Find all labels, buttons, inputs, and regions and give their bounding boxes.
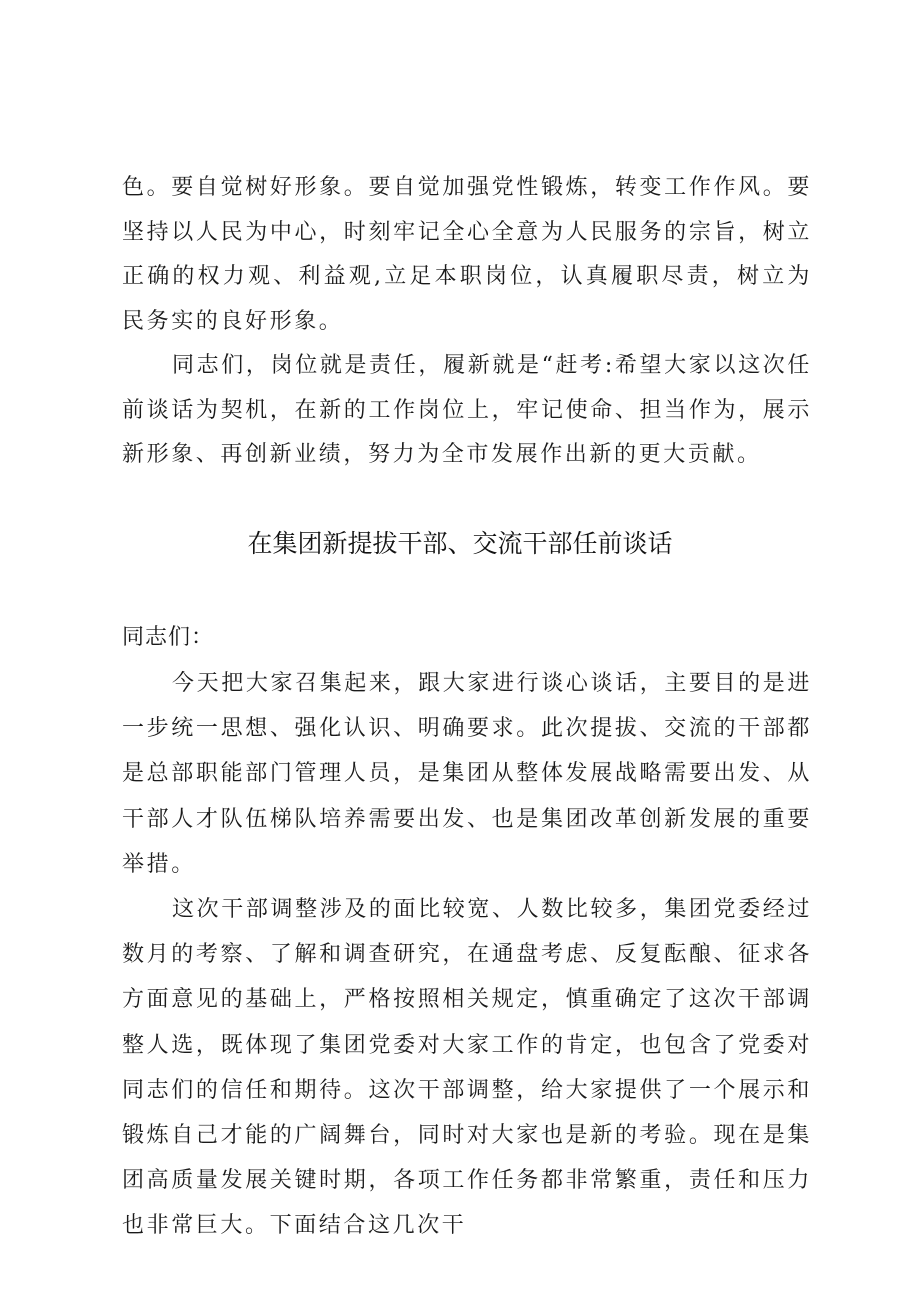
previous-section-text xyxy=(122,166,812,478)
speech-paragraph-1: 今天把大家召集起来，跟大家进行谈心谈话，主要目的是进一步统一思想、强化认识、明确要求。此次提拔、交流的干部都是总部职能部门管理人员，是集团从整体发展战略需要出发、从干部人才队伍梯队培养需要出发、也是集团改革创新发展的重要举措。 xyxy=(122,671,812,877)
speech-paragraph-2: 这次干部调整涉及的面比较宽、人数比较多，集团党委经过数月的考察、了解和调查研究，在通盘考虑、反复酝酿、征求各方面意见的基础上，严格按照相关规定，慎重确定了这次干部调整人选，既体现了集团党委对大家工作的肯定，也包含了党委对同志们的信任和期待。这次干部调整，给大家提供了一个展示和锻炼自己才能的广阔舞台，同时对大家也是新的考验。现在是集团高质量发展关键时期，各项工作任务都非常繁重，责任和压力也非常巨大。下面结合这几次干 xyxy=(122,897,812,1239)
previous-paragraph-1: 色。要自觉树好形象。要自觉加强党性锻炼，转变工作作风。要坚持以人民为中心，时刻牢记全心全意为人民服务的宗旨，树立正确的权力观、利益观,立足本职岗位，认真履职尽责，树立为民务实的良好形象。 xyxy=(122,175,812,334)
salutation: 同志们： xyxy=(122,625,215,650)
speech-body xyxy=(122,615,812,1249)
document-title: 在集团新提拔干部、交流干部任前谈话 xyxy=(247,529,673,558)
previous-paragraph-2: 同志们，岗位就是责任，履新就是“赶考:希望大家以这次任前谈话为契机，在新的工作岗位上，牢记使命、担当作为，展示新形象、再创新业绩，努力为全市发展作出新的更大贡献。 xyxy=(122,353,812,467)
